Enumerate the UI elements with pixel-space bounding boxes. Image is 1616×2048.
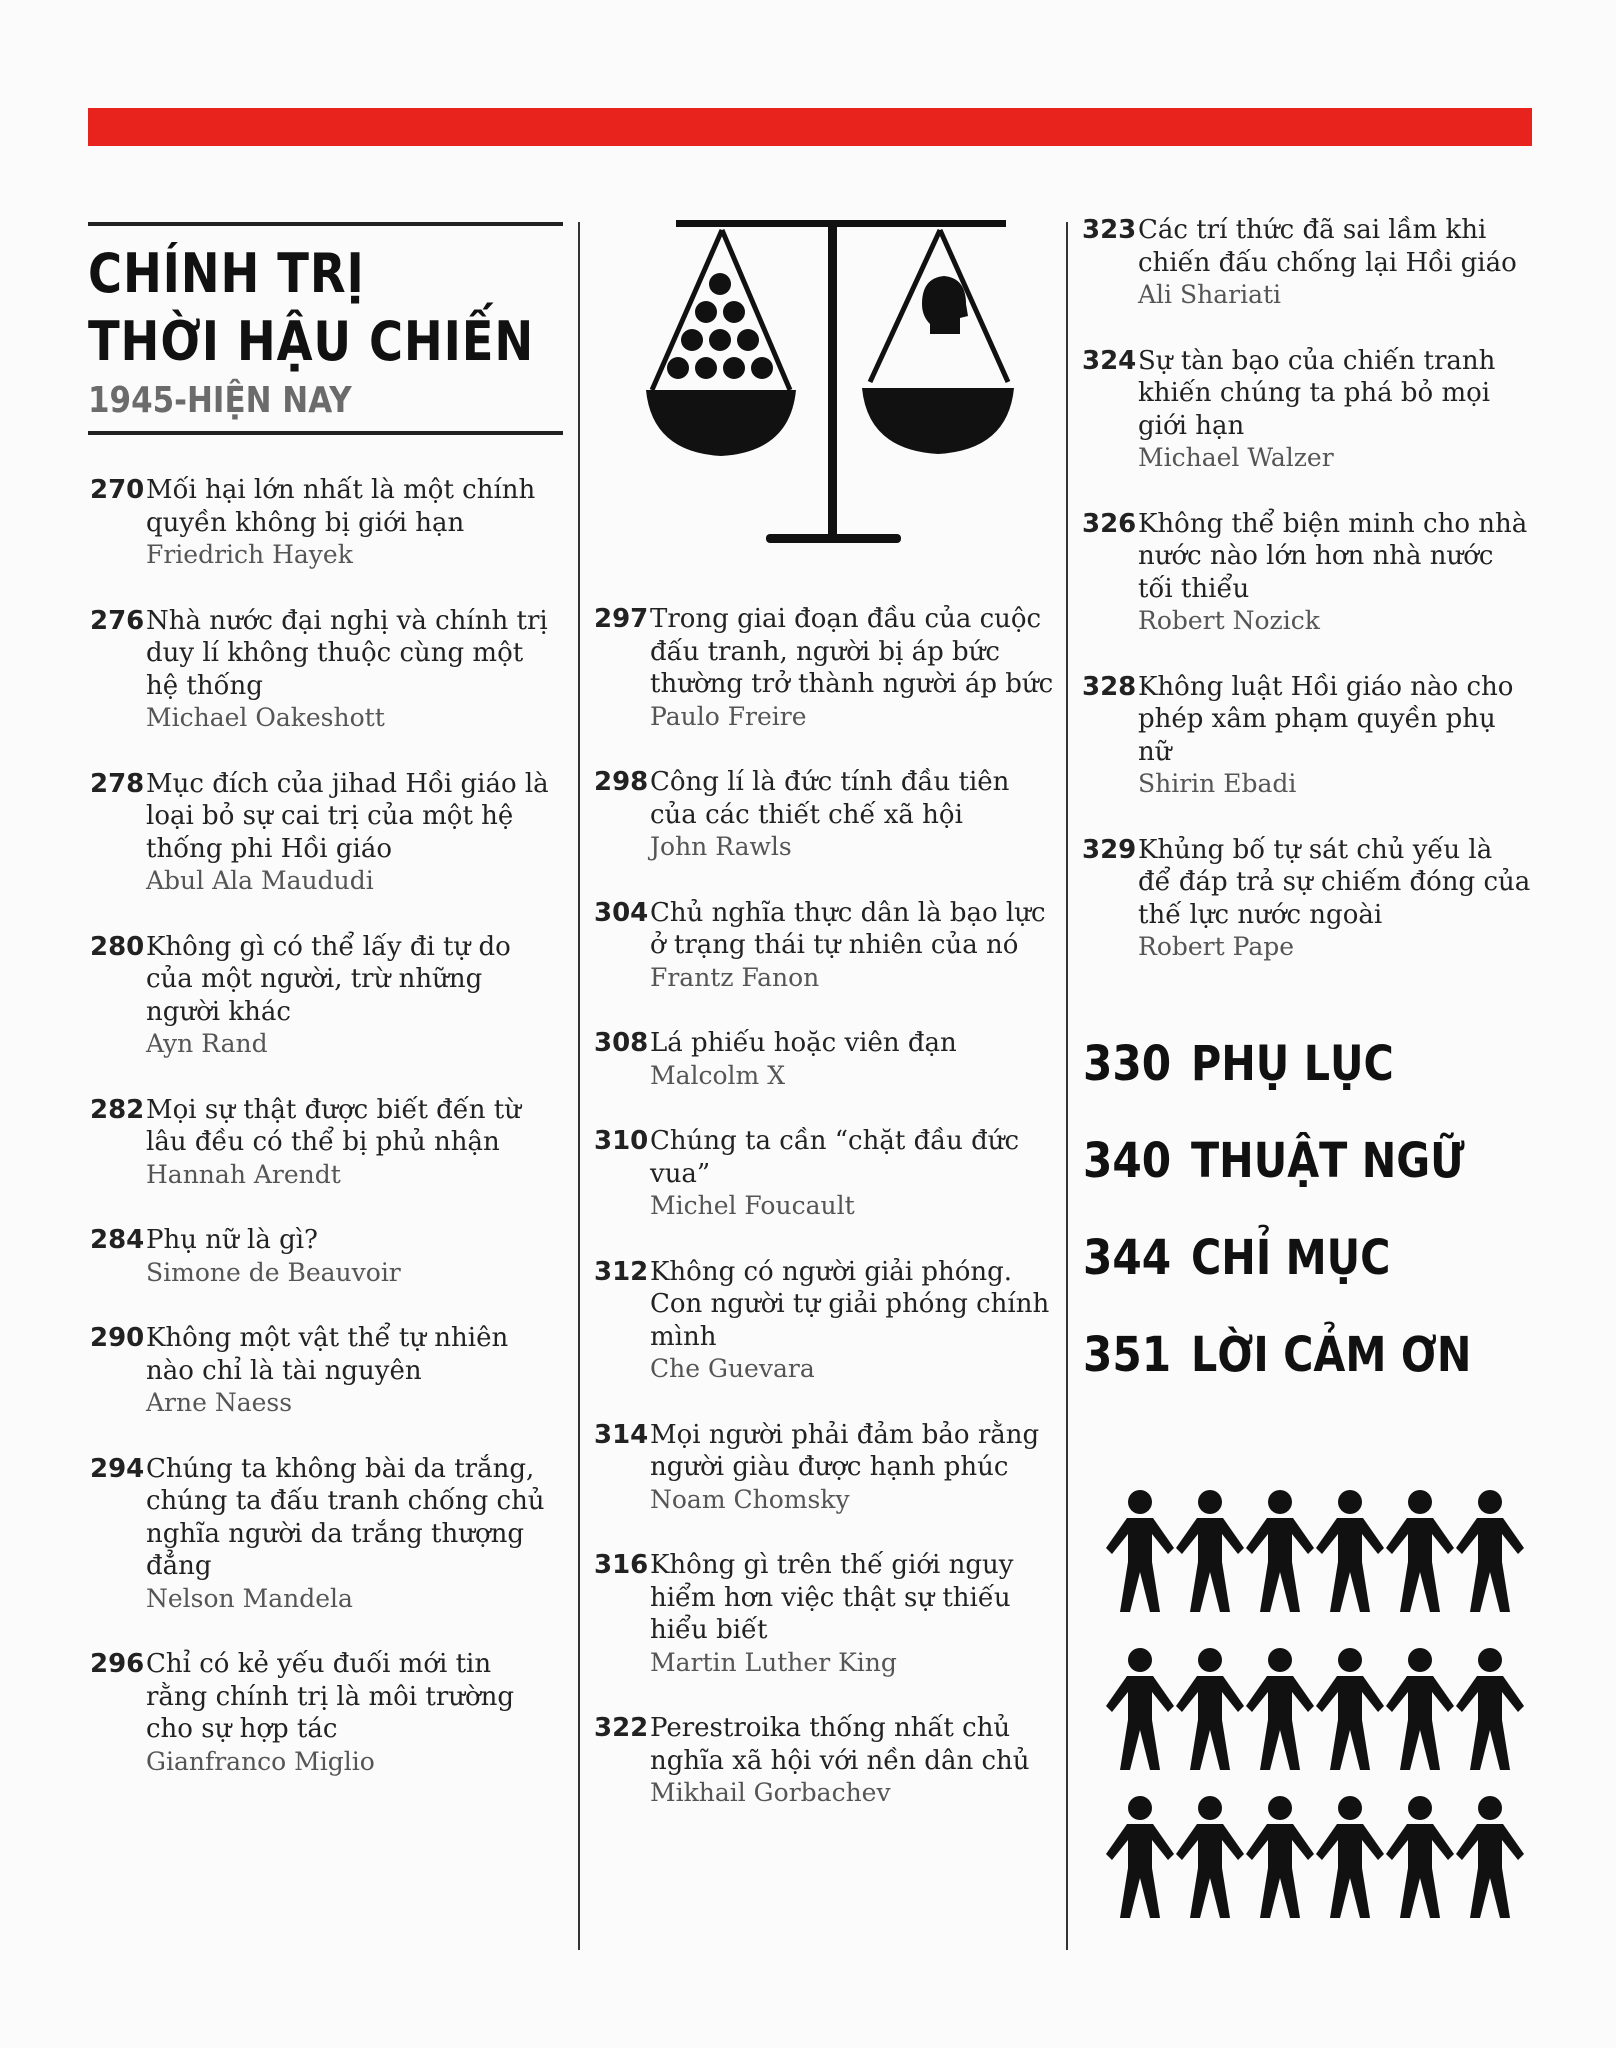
scales-icon	[630, 212, 1050, 552]
back-matter-label: PHỤ LỤC	[1191, 1036, 1394, 1092]
entry-body	[1138, 508, 1532, 638]
entry-author: Paulo Freire	[650, 701, 807, 731]
entry-page-number: 282	[90, 1094, 145, 1125]
entry-title: Các trí thức đã sai lầm khi chiến đấu chống lại Hồi giáo	[1138, 215, 1517, 278]
contents-entry	[90, 1453, 560, 1616]
entry-body	[650, 1256, 1054, 1386]
entry-page-number: 324	[1082, 345, 1137, 376]
entry-page-number: 326	[1082, 508, 1137, 539]
entry-author: Ali Shariati	[1138, 280, 1282, 309]
entry-page-number: 323	[1082, 215, 1137, 245]
entry-body	[146, 1453, 560, 1616]
entry-title: Lá phiếu hoặc viên đạn	[650, 1028, 957, 1058]
contents-entry	[594, 1549, 1054, 1679]
entry-page-number: 297	[594, 604, 649, 634]
contents-column-1	[90, 474, 560, 1811]
back-matter-list	[1083, 1036, 1517, 1424]
header-bottom-rule	[88, 431, 563, 435]
entry-title: Nhà nước đại nghị và chính trị duy lí không thuộc cùng một hệ thống	[146, 605, 548, 701]
entry-author: Hannah Arendt	[146, 1159, 341, 1189]
contents-entry	[594, 1712, 1054, 1810]
contents-entry	[594, 897, 1054, 995]
contents-entry	[594, 1027, 1054, 1092]
entry-page-number: 329	[1082, 834, 1137, 865]
contents-entry	[90, 1648, 560, 1778]
contents-entry	[90, 1094, 560, 1192]
entry-body	[650, 1125, 1054, 1223]
entry-title: Sự tàn bạo của chiến tranh khiến chúng ta phá bỏ mọi giới hạn	[1138, 345, 1496, 441]
entry-body	[650, 1027, 1054, 1092]
entry-body	[1138, 671, 1532, 801]
entry-body	[146, 1094, 560, 1192]
entry-author: Ayn Rand	[146, 1029, 268, 1058]
contents-entry	[1082, 214, 1532, 312]
column-divider-2	[1066, 222, 1068, 1950]
header-top-rule	[88, 222, 563, 226]
entry-title: Không luật Hồi giáo nào cho phép xâm phạm quyền phụ nữ	[1138, 671, 1514, 767]
entry-author: John Rawls	[650, 832, 792, 861]
entry-title: Mọi sự thật được biết đến từ lâu đều có thể bị phủ nhận	[146, 1094, 521, 1157]
entry-title: Mục đích của jihad Hồi giáo là loại bỏ sự cai trị của một hệ thống phi Hồi giáo	[146, 768, 549, 864]
entry-body	[146, 1322, 560, 1420]
entry-author: Arne Naess	[146, 1388, 293, 1417]
entry-body	[146, 768, 560, 898]
contents-entry	[90, 605, 560, 735]
section-years: 1945-HIỆN NAY	[88, 380, 352, 421]
contents-column-3	[1082, 214, 1532, 997]
back-matter-item	[1083, 1327, 1517, 1424]
entry-title: Công lí là đức tính đầu tiên của các thiết chế xã hội	[650, 767, 1010, 830]
back-matter-label: THUẬT NGỮ	[1191, 1133, 1465, 1189]
entry-body	[650, 897, 1054, 995]
entry-title: Perestroika thống nhất chủ nghĩa xã hội với nền dân chủ	[650, 1713, 1030, 1776]
entry-page-number: 284	[90, 1225, 145, 1255]
contents-entry	[594, 1125, 1054, 1223]
contents-entry	[90, 768, 560, 898]
entry-title: Không thể biện minh cho nhà nước nào lớn hơn nhà nước tối thiểu	[1138, 508, 1528, 604]
contents-entry	[1082, 508, 1532, 638]
contents-column-2	[594, 603, 1054, 1843]
contents-entry	[594, 1256, 1054, 1386]
entry-title: Không gì trên thế giới nguy hiểm hơn việc thật sự thiếu hiểu biết	[650, 1550, 1014, 1645]
entry-author: Shirin Ebadi	[1138, 769, 1297, 798]
contents-entry	[90, 931, 560, 1061]
back-matter-page: 340	[1083, 1133, 1172, 1189]
entry-page-number: 328	[1082, 671, 1137, 702]
entry-page-number: 290	[90, 1323, 145, 1353]
entry-title: Chúng ta không bài da trắng, chúng ta đấu tranh chống chủ nghĩa người da trắng thượng đẳng	[146, 1453, 545, 1581]
entry-page-number: 270	[90, 475, 145, 505]
contents-entry	[1082, 671, 1532, 801]
entry-page-number: 308	[594, 1028, 649, 1058]
entry-title: Chỉ có kẻ yếu đuối mới tin rằng chính trị là môi trường cho sự hợp tác	[146, 1649, 515, 1744]
top-accent-bar	[88, 108, 1532, 146]
contents-entry	[594, 1419, 1054, 1517]
entry-body	[1138, 214, 1532, 312]
entry-body	[146, 474, 560, 572]
column-divider-1	[578, 222, 580, 1950]
entry-title: Mối hại lớn nhất là một chính quyền không bị giới hạn	[146, 475, 536, 538]
entry-body	[650, 1549, 1054, 1679]
contents-entry	[90, 1224, 560, 1289]
entry-title: Phụ nữ là gì?	[146, 1225, 318, 1255]
entry-author: Michel Foucault	[650, 1191, 855, 1220]
people-chain-icon	[1100, 1472, 1540, 1932]
entry-title: Trong giai đoạn đầu của cuộc đấu tranh, người bị áp bức thường trở thành người áp bức	[650, 604, 1054, 699]
entry-page-number: 276	[90, 605, 145, 636]
back-matter-item	[1083, 1230, 1517, 1327]
back-matter-label: CHỈ MỤC	[1191, 1230, 1391, 1286]
entry-author: Frantz Fanon	[650, 962, 820, 992]
entry-body	[650, 603, 1054, 733]
entry-title: Chủ nghĩa thực dân là bạo lực ở trạng thái tự nhiên của nó	[650, 897, 1046, 960]
entry-author: Mikhail Gorbachev	[650, 1778, 891, 1807]
back-matter-page: 330	[1083, 1036, 1172, 1092]
entry-title: Không có người giải phóng. Con người tự giải phóng chính mình	[650, 1256, 1050, 1352]
back-matter-page: 344	[1083, 1230, 1172, 1286]
entry-page-number: 316	[594, 1550, 649, 1580]
entry-title: Chúng ta cần “chặt đầu đức vua”	[650, 1126, 1020, 1189]
entry-page-number: 304	[594, 897, 649, 928]
entry-author: Malcolm X	[650, 1060, 785, 1090]
entry-author: Martin Luther King	[650, 1647, 897, 1677]
entry-body	[1138, 834, 1532, 964]
contents-entry	[1082, 345, 1532, 475]
back-matter-item	[1083, 1133, 1517, 1230]
entry-page-number: 310	[594, 1126, 649, 1156]
entry-title: Không một vật thể tự nhiên nào chỉ là tài nguyên	[146, 1323, 509, 1386]
contents-entry	[1082, 834, 1532, 964]
back-matter-page: 351	[1083, 1327, 1172, 1383]
entry-page-number: 322	[594, 1713, 649, 1743]
entry-page-number: 296	[90, 1649, 145, 1679]
entry-author: Friedrich Hayek	[146, 540, 353, 569]
section-header	[88, 222, 563, 435]
entry-author: Noam Chomsky	[650, 1484, 850, 1514]
entry-page-number: 312	[594, 1256, 649, 1287]
back-matter-item	[1083, 1036, 1517, 1133]
entry-author: Che Guevara	[650, 1354, 815, 1383]
entry-author: Gianfranco Miglio	[146, 1746, 375, 1776]
entry-author: Nelson Mandela	[146, 1583, 353, 1613]
entry-body	[146, 1648, 560, 1778]
entry-page-number: 298	[594, 767, 649, 797]
section-title-line1: CHÍNH TRỊ	[88, 242, 365, 305]
entry-author: Michael Walzer	[1138, 443, 1334, 472]
entry-body	[650, 1712, 1054, 1810]
entry-page-number: 280	[90, 931, 145, 962]
entry-author: Robert Pape	[1138, 932, 1295, 961]
entry-page-number: 294	[90, 1453, 145, 1484]
entry-body	[650, 1419, 1054, 1517]
entry-author: Robert Nozick	[1138, 606, 1320, 635]
contents-entry	[594, 603, 1054, 733]
contents-entry	[90, 1322, 560, 1420]
entry-author: Simone de Beauvoir	[146, 1257, 401, 1287]
contents-entry	[90, 474, 560, 572]
entry-body	[650, 766, 1054, 864]
back-matter-label: LỜI CẢM ƠN	[1191, 1327, 1472, 1383]
entry-title: Không gì có thể lấy đi tự do của một người, trừ những người khác	[146, 931, 511, 1027]
section-title	[88, 240, 535, 376]
entry-page-number: 278	[90, 768, 145, 799]
entry-title: Mọi người phải đảm bảo rằng người giàu được hạnh phúc	[650, 1419, 1040, 1482]
entry-body	[146, 931, 560, 1061]
entry-author: Michael Oakeshott	[146, 703, 385, 732]
entry-body	[146, 605, 560, 735]
entry-body	[146, 1224, 560, 1289]
entry-author: Abul Ala Maududi	[146, 866, 374, 895]
section-title-line2: THỜI HẬU CHIẾN	[88, 310, 535, 373]
contents-entry	[594, 766, 1054, 864]
entry-body	[1138, 345, 1532, 475]
entry-title: Khủng bố tự sát chủ yếu là để đáp trả sự chiếm đóng của thế lực nước ngoài	[1138, 834, 1531, 930]
entry-page-number: 314	[594, 1419, 649, 1450]
